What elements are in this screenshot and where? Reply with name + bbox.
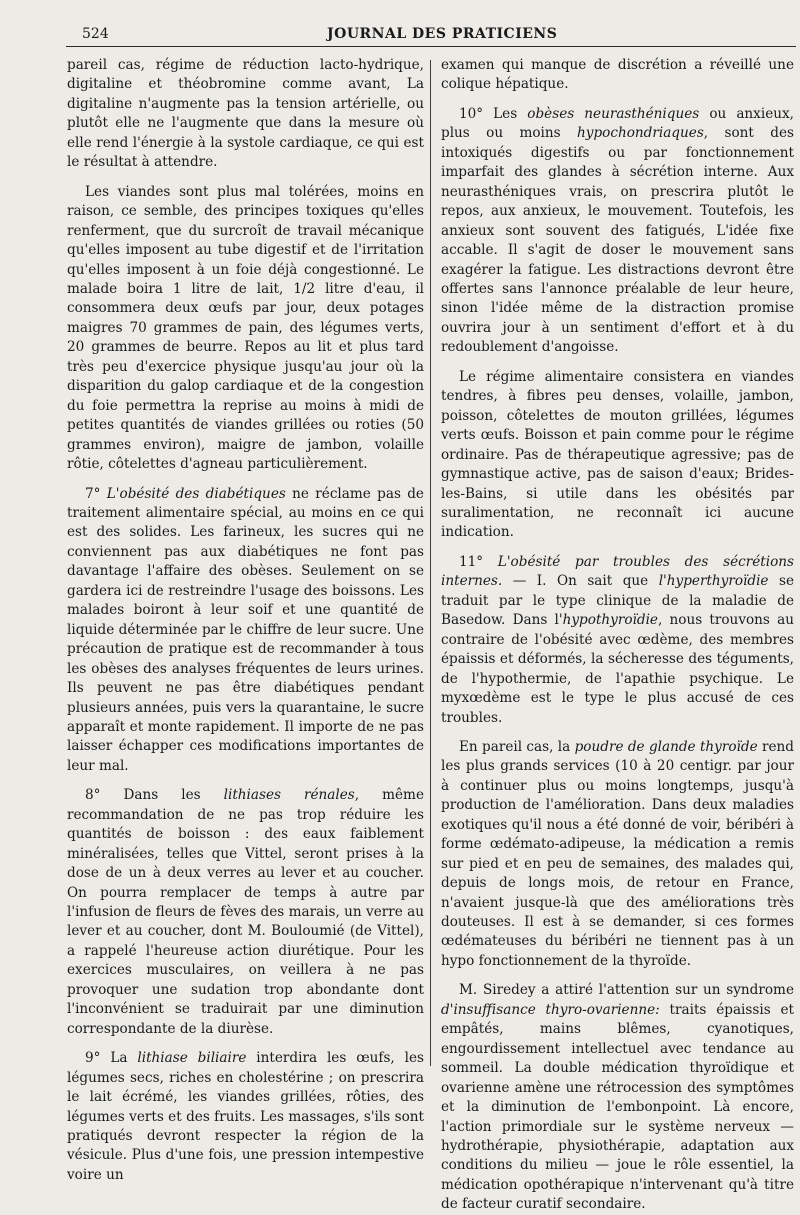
right-column <box>441 56 794 1215</box>
paragraph-siredey: M. Siredey a attiré l'attention sur un syndrome d'insuffisance thyro-ovarienne: traits épaissis et empâtés, mains blêmes, cyanotiques, engourdissement intellectuel avec tendance au sommeil. La double médication thyroïdique et ovarienne amène une rétrocession des symptômes et la diminution de l'embonpoint. Là encore, l'action primordiale sur le système nerveux — hydrothérapie, physiothérapie, adaptation aux conditions du milieu — joue le rôle essentiel, la médication opothérapique n'intervenant qu'à titre de facteur curatif secondaire. <box>441 982 794 1213</box>
paragraph-diabetes: 7° L'obésité des diabétiques ne réclame pas de traitement alimentaire spécial, au moins en ce qui est des solides. Les farineux, les sucres qui ne conviennent pas aux diabétiques ne font pas davantage l'affaire des obèses. Seulement on se gardera ici de restreindre l'usage des boissons. Les malades boiront à leur soif et une quantité de liquide déterminée par le chiffre de leur sucre. Une précaution de pratique est de recommander à tous les obèses des analyses fréquentes de leurs urines. Ils peuvent ne pas être diabétiques pendant plusieurs années, puis vers la quarantaine, le sucre apparaît et monte rapidement. Il importe de ne pas laisser échapper ces modifications importantes de leur mal. <box>67 485 424 774</box>
journal-title: JOURNAL DES PRATICIENS <box>327 26 558 42</box>
paragraph-biliary: 9° La lithiase biliaire interdira les œufs, les légumes secs, riches en cholestérine ; on prescrira le lait écrémé, les viandes grillées, rôties, des légumes verts et des fruits. Les massages, s'ils sont pratiqués devront respecter la région de la vésicule. Plus d'une fois, une pression intempestive voire un <box>67 1050 424 1183</box>
running-header <box>72 26 800 46</box>
header-rule <box>66 46 796 47</box>
left-column <box>67 56 424 1185</box>
paragraph: pareil cas, régime de réduction lacto-hydrique, digitaline et théobromine comme avant, La digitaline n'augmente pas la tension artérielle, ou plutôt elle ne l'augmente que dans la mesure où elle rend l'énergie à la systole cardiaque, ce qui est le résultat à attendre. <box>67 57 424 171</box>
column-divider <box>430 60 431 1066</box>
paragraph-thyroid-powder: En pareil cas, la poudre de glande thyroïde rend les plus grands services (10 à 20 centigr. par jour à continuer plus ou moins longtemps, jusqu'à production de l'amélioration. Dans deux maladies exotiques qu'il nous a été donné de voir, béribéri à forme œdémato-adipeuse, la médication a remis sur pied et en peu de semaines, des malades qui, depuis de longs mois, de retour en France, n'avaient jusque-là que des améliorations très douteuses. Il est à se demander, si ces formes œdémateuses du béribéri ne tiennent pas à un hypo fonctionnement de la thyroïde. <box>441 738 794 969</box>
paragraph-internal-secretions: 11° L'obésité par troubles des sécrétions internes. — I. On sait que l'hyperthyroïdie se traduit par le type clinique de la maladie de Basedow. Dans l'hypothyroïdie, nous trouvons au contraire de l'obésité avec œdème, des membres épaissis et déformés, la sécheresse des téguments, de l'hypothermie, de l'apathie psychique. Le myxœdème est le type le plus accusé de ces troubles. <box>441 553 794 726</box>
paragraph-renal: 8° Dans les lithiases rénales, même recommandation de ne pas trop réduire les quantités de boisson : des eaux faiblement minéralisées, telles que Vittel, seront prises à la dose de un à deux verres au lever et au coucher. On pourra remplacer de temps à autre par l'infusion de fleurs de fèves des marais, un verre au lever et au coucher, dont M. Bouloumié (de Vittel), a rappelé l'heureuse action diurétique. Pour les exercices musculaires, on veillera à ne pas provoquer une sudation trop abondante dont l'inconvénient se traduirait par une diminution correspondante de la diurèse. <box>67 787 424 1037</box>
paragraph: examen qui manque de discrétion a réveillé une colique hépatique. <box>441 57 794 93</box>
paragraph: Le régime alimentaire consistera en viandes tendres, à fibres peu denses, volaille, jambon, poisson, côtelettes de mouton grillées, légumes verts œufs. Boisson et pain comme pour le régime ordinaire. Pas de thérapeutique agressive; pas de gymnastique active, pas de saison d'eaux; Brides-les-Bains, si utile dans les obésités par suralimentation, ne reconnaît ici aucune indication. <box>441 368 794 541</box>
page-number: 524 <box>82 26 109 42</box>
paragraph: Les viandes sont plus mal tolérées, moins en raison, ce semble, des principes toxiques qu'elles renferment, que du surcroît de travail mécanique qu'elles imposent au tube digestif et de l'irritation qu'elles imposent à un foie déjà congestionné. Le malade boira 1 litre de lait, 1/2 litre d'eau, il consommera deux œufs par jour, deux potages maigres 70 grammes de pain, des légumes verts, 20 grammes de beurre. Repos au lit et plus tard très peu d'exercice physique jusqu'au jour où la disparition du galop cardiaque et de la congestion du foie permettra la reprise au moins à midi de petites quantités de viandes grillées ou roties (50 grammes environ), maigre de jambon, volaille rôtie, côtelettes d'agneau particulièrement. <box>67 183 424 473</box>
paragraph-neurasthenic: 10° Les obèses neurasthéniques ou anxieux, plus ou moins hypochondriaques, sont des intoxiqués digestifs ou par fonctionnement imparfait des glandes à sécrétion interne. Aux neurasthéniques vrais, on prescrira plutôt le repos, aux anxieux, le mouvement. Toutefois, les anxieux sont souvent des fatigués, L'idée fixe accable. Il s'agit de doser le mouvement sans exagérer la fatigue. Les distractions devront être offertes sans l'annonce préalable de leur heure, sinon l'idée même de la distraction promise ouvrira jour à un sentiment d'effort et à du redoublement d'angoisse. <box>441 105 794 356</box>
